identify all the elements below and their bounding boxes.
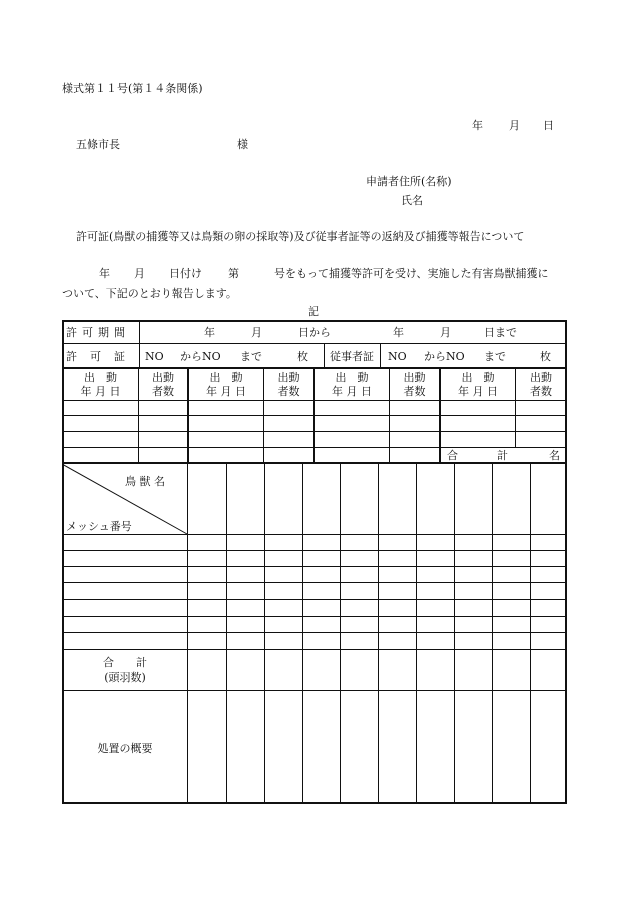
dispatch-date-header-sub: 年 月 日 bbox=[458, 385, 498, 398]
body-month: 月 bbox=[134, 267, 145, 280]
dispatch-count-header: 出動 bbox=[277, 371, 300, 384]
worker-cert-made: まで bbox=[484, 350, 506, 363]
permit-cert-mai: 枚 bbox=[297, 350, 308, 363]
dispatch-total-label: 合 bbox=[447, 449, 458, 462]
permit-cert-kara-no: からNO bbox=[180, 350, 221, 363]
body-line2: ついて、下記のとおり報告します。 bbox=[62, 287, 237, 300]
ki-label: 記 bbox=[308, 305, 319, 318]
species-total-sub: (頭羽数) bbox=[104, 671, 146, 684]
date-day-label: 日 bbox=[543, 119, 554, 132]
worker-cert-kara-no: からNO bbox=[424, 350, 465, 363]
date-month-label: 月 bbox=[509, 119, 520, 132]
dispatch-date-header: 出 動 bbox=[335, 371, 369, 384]
dispatch-date-header-sub: 年 月 日 bbox=[332, 385, 372, 398]
permit-cert-made: まで bbox=[240, 350, 262, 363]
permit-cert-label: 許可証 bbox=[66, 350, 138, 363]
species-name-header: 鳥 獣 名 bbox=[125, 475, 165, 488]
form-number: 様式第１１号(第１４条関係) bbox=[62, 82, 203, 95]
dispatch-total-label2: 計 bbox=[497, 449, 508, 462]
addressee-honorific: 様 bbox=[237, 138, 248, 151]
permit-period-to: 日まで bbox=[484, 326, 517, 339]
dispatch-date-header: 出 動 bbox=[209, 371, 243, 384]
applicant-address-label: 申請者住所(名称) bbox=[366, 175, 452, 188]
body-no-prefix: 第 bbox=[228, 267, 239, 280]
permit-period-year: 年 bbox=[204, 326, 215, 339]
worker-cert-no: NO bbox=[388, 350, 407, 363]
permit-period-month2: 月 bbox=[440, 326, 451, 339]
applicant-name-label: 氏名 bbox=[401, 194, 423, 207]
dispatch-date-header-sub: 年 月 日 bbox=[206, 385, 246, 398]
dispatch-count-header-sub: 者数 bbox=[277, 385, 300, 398]
body-day-dated: 日付け bbox=[169, 267, 202, 280]
body-line1-rest: 号をもって捕獲等許可を受け、実施した有害鳥獣捕獲に bbox=[274, 267, 549, 280]
addressee-name: 五條市長 bbox=[76, 138, 120, 151]
mesh-number-header: メッシュ番号 bbox=[66, 520, 132, 533]
body-year: 年 bbox=[99, 267, 110, 280]
subject-line: 許可証(鳥獣の捕獲等又は鳥類の卵の採取等)及び従事者証等の返納及び捕獲等報告について bbox=[76, 230, 525, 243]
worker-cert-label: 従事者証 bbox=[330, 350, 374, 363]
disposal-summary-label: 処置の概要 bbox=[97, 742, 153, 755]
dispatch-count-header-sub: 者数 bbox=[152, 385, 174, 398]
dispatch-date-header-sub: 年 月 日 bbox=[80, 385, 121, 398]
dispatch-count-header: 出動 bbox=[152, 371, 174, 384]
permit-period-year2: 年 bbox=[393, 326, 404, 339]
dispatch-total-unit: 名 bbox=[549, 449, 560, 462]
dispatch-count-header: 出動 bbox=[530, 371, 552, 384]
permit-cert-no: NO bbox=[145, 350, 164, 363]
dispatch-count-header-sub: 者数 bbox=[530, 385, 552, 398]
dispatch-date-header: 出 動 bbox=[84, 371, 117, 384]
dispatch-date-header: 出 動 bbox=[461, 371, 495, 384]
permit-period-label: 許可期間 bbox=[66, 326, 130, 339]
species-total-label: 合 計 bbox=[103, 656, 147, 669]
permit-period-month: 月 bbox=[251, 326, 262, 339]
dispatch-count-header: 出動 bbox=[403, 371, 426, 384]
permit-period-from: 日から bbox=[298, 326, 331, 339]
worker-cert-mai: 枚 bbox=[540, 350, 551, 363]
date-year-label: 年 bbox=[472, 119, 483, 132]
dispatch-count-header-sub: 者数 bbox=[403, 385, 426, 398]
